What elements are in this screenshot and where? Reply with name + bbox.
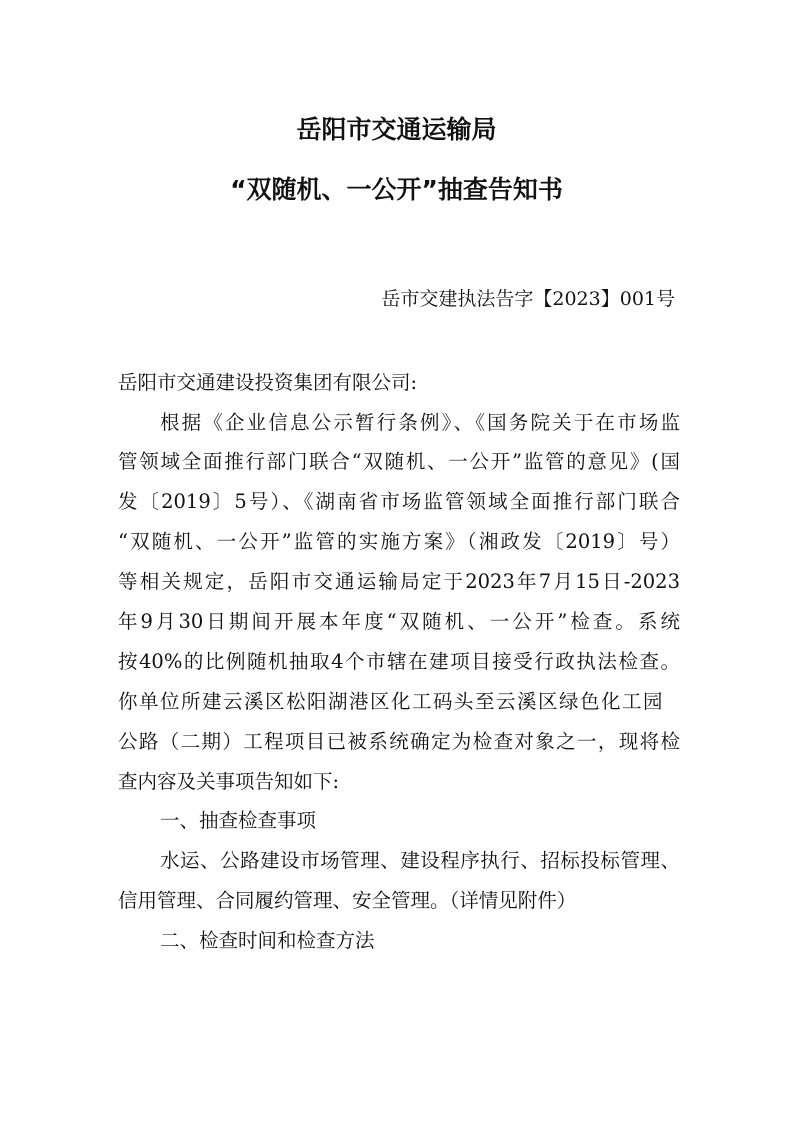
body-line: 按40%的比例随机抽取4个市辖在建项目接受行政执法检查。 (118, 650, 680, 673)
body-line: “双随机、一公开”监管的实施方案》（湘政发〔2019〕号） (118, 530, 680, 553)
section1-line: 信用管理、合同履约管理、安全管理。（详情见附件） (118, 889, 577, 912)
body-line: 你单位所建云溪区松阳湖港区化工码头至云溪区绿色化工园 (118, 690, 665, 713)
body-line: 发〔2019〕5号）、《湖南省市场监管领域全面推行部门联合 (118, 490, 680, 513)
section1-line: 水运、公路建设市场管理、建设程序执行、招标投标管理、 (160, 849, 680, 872)
body-line: 查内容及关事项告知如下: (118, 770, 340, 793)
body-line: 年9月30日期间开展本年度“双随机、一公开”检查。系统 (118, 610, 680, 633)
salutation: 岳阳市交通建设投资集团有限公司: (118, 371, 418, 394)
body-line: 公路（二期）工程项目已被系统确定为检查对象之一，现将检 (118, 730, 680, 753)
document-title: 岳阳市交通运输局 (296, 115, 497, 144)
document-number: 岳市交建执法告字【2023】001号 (381, 288, 675, 310)
body-line: 等相关规定，岳阳市交通运输局定于2023年7月15日-2023 (118, 570, 680, 593)
body-line: 根据《企业信息公示暂行条例》、《国务院关于在市场监 (160, 411, 680, 434)
section1-heading: 一、抽查检查事项 (160, 809, 317, 832)
section2-heading: 二、检查时间和检查方法 (160, 929, 375, 952)
document-subtitle: “双随机、一公开”抽查告知书 (230, 175, 563, 204)
body-line: 管领域全面推行部门联合“双随机、一公开”监管的意见》(国 (118, 450, 680, 473)
